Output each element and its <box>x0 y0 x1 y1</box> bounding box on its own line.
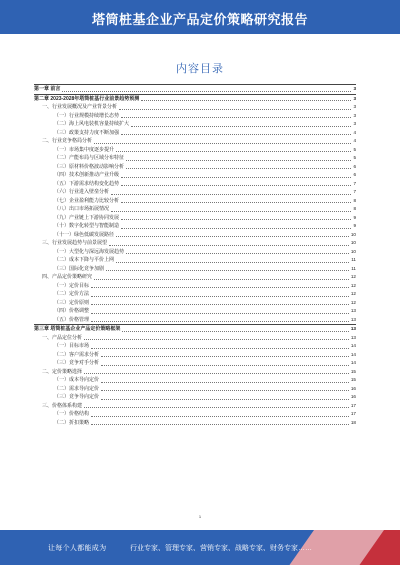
footer-bar <box>0 530 400 565</box>
toc-entry-text: （一）价格结构 <box>54 411 90 417</box>
toc-entry[interactable] <box>34 419 356 428</box>
toc-leader-dots <box>101 365 349 366</box>
toc-entry-text: 二、定价策略选择 <box>42 368 83 375</box>
toc-entry[interactable] <box>34 222 356 231</box>
toc-entry-text: （五）下游需求结构变化趋势 <box>54 180 120 187</box>
toc-entry-page: 12 <box>350 291 356 296</box>
toc-entry-text: （四）价格调整 <box>54 308 90 314</box>
toc-entry[interactable] <box>34 129 356 138</box>
table-of-contents <box>34 84 356 510</box>
toc-entry-page: 12 <box>350 299 356 305</box>
toc-entry-page: 6 <box>353 172 356 177</box>
toc-entry[interactable] <box>34 368 356 377</box>
toc-leader-dots <box>121 117 351 118</box>
toc-leader-dots <box>122 331 348 332</box>
toc-leader-dots <box>109 245 349 246</box>
toc-leader-dots <box>94 279 349 280</box>
toc-entry-text: （十一）绿色低碳发展路径 <box>54 231 115 238</box>
toc-entry-text: （九）产业链上下游协同发展 <box>54 214 120 221</box>
toc-entry-text: 三、行业发展趋势与前景展望 <box>42 240 108 246</box>
toc-entry-page: 14 <box>350 351 356 357</box>
toc-leader-dots <box>121 177 351 178</box>
toc-leader-dots <box>111 211 351 212</box>
toc-entry-text: （三）竞争对手分析 <box>54 360 100 366</box>
toc-leader-dots <box>101 356 349 357</box>
toc-leader-dots <box>84 407 349 408</box>
toc-entry-text: （一）定价目标 <box>54 282 90 289</box>
toc-entry-page: 13 <box>350 316 356 322</box>
toc-entry-text: （四）技术创新推动产业升级 <box>54 172 120 178</box>
toc-leader-dots <box>126 168 351 169</box>
toc-entry-page: 12 <box>350 274 356 279</box>
toc-entry-text: 二、行业竞争格局分析 <box>42 138 93 144</box>
toc-entry-text: 一、行业发展概况及产业背景分析 <box>42 104 118 110</box>
toc-entry-page: 12 <box>350 282 356 288</box>
toc-entry-page: 7 <box>353 180 356 186</box>
toc-leader-dots <box>84 373 349 374</box>
toc-entry-text: （一）市场集中度逐步提升 <box>54 146 115 153</box>
toc-entry-page: 7 <box>353 189 356 194</box>
footer-tags: 行业专家、管理专家、营销专家、战略专家、财务专家…… <box>130 545 312 552</box>
toc-entry[interactable] <box>34 180 356 189</box>
toc-entry[interactable] <box>34 146 356 155</box>
toc-chapter-entry[interactable] <box>34 94 356 104</box>
toc-entry-page: 4 <box>353 129 356 135</box>
toc-entry-page: 3 <box>353 86 356 91</box>
report-header-bar <box>0 0 400 34</box>
toc-entry[interactable] <box>34 290 356 299</box>
toc-entry-text: （七）企业盈利能力比较分析 <box>54 197 120 204</box>
toc-entry-text: （十）数字化转型与智能制造 <box>54 223 120 229</box>
toc-entry-page: 10 <box>350 231 356 237</box>
toc-entry-page: 9 <box>353 214 356 220</box>
toc-entry-page: 8 <box>353 206 356 211</box>
toc-entry-text: 一、产品定位分析 <box>42 334 83 341</box>
toc-entry-page: 15 <box>350 368 356 374</box>
toc-leader-dots <box>106 270 349 271</box>
toc-entry-text: （一）行业规模持续增长态势 <box>54 112 120 119</box>
toc-leader-dots <box>91 348 349 349</box>
toc-entry[interactable] <box>34 393 356 402</box>
toc-entry-text: 第一章 前言 <box>34 86 61 92</box>
toc-chapter-entry[interactable] <box>34 84 356 94</box>
toc-entry[interactable] <box>34 137 356 146</box>
toc-entry-text: 第三章 塔筒桩基企业产品定价策略框架 <box>34 326 121 332</box>
toc-entry-text: （二）海上风电装机容量持续扩大 <box>54 121 130 127</box>
toc-entry[interactable] <box>34 376 356 385</box>
toc-entry-page: 13 <box>350 308 356 313</box>
toc-entry-page: 5 <box>353 146 356 152</box>
toc-entry[interactable] <box>34 342 356 351</box>
toc-entry-text: （三）国际化竞争加剧 <box>54 265 105 272</box>
toc-entry-page: 11 <box>351 257 356 262</box>
toc-entry[interactable] <box>34 282 356 291</box>
toc-entry-page: 18 <box>350 419 356 425</box>
toc-entry[interactable] <box>34 273 356 282</box>
toc-entry[interactable] <box>34 299 356 308</box>
toc-entry-page: 14 <box>350 343 356 348</box>
toc-entry-page: 14 <box>350 360 356 365</box>
toc-entry-text: （三）原材料价格波动影响分析 <box>54 163 125 170</box>
toc-entry[interactable] <box>34 205 356 214</box>
toc-entry-text: （二）客户需求分析 <box>54 351 100 358</box>
toc-entry-text: （六）行业进入壁垒分析 <box>54 189 110 195</box>
toc-leader-dots <box>116 236 349 237</box>
toc-leader-dots <box>119 109 351 110</box>
toc-entry-page: 17 <box>350 402 356 408</box>
toc-entry-text: （二）成本下降与平价上网 <box>54 257 115 263</box>
toc-entry-page: 16 <box>350 385 356 391</box>
toc-entry[interactable] <box>34 188 356 197</box>
page-number: 1 <box>198 514 202 519</box>
toc-title: 内容目录 <box>176 63 224 75</box>
toc-leader-dots <box>91 304 349 305</box>
toc-leader-dots <box>116 262 349 263</box>
toc-entry-page: 13 <box>350 334 356 340</box>
toc-entry[interactable] <box>34 265 356 274</box>
toc-entry[interactable] <box>34 316 356 325</box>
toc-entry-page: 10 <box>350 248 356 254</box>
toc-entry-page: 11 <box>351 265 356 271</box>
toc-leader-dots <box>91 321 349 322</box>
toc-leader-dots <box>121 228 351 229</box>
report-title: 塔筒桩基企业产品定价策略研究报告 <box>91 12 308 27</box>
toc-entry[interactable] <box>34 256 356 265</box>
toc-entry[interactable] <box>34 239 356 248</box>
toc-leader-dots <box>121 219 351 220</box>
toc-entry-text: 三、价格体系构建 <box>42 402 83 409</box>
toc-leader-dots <box>101 382 349 383</box>
toc-entry-page: 17 <box>350 411 356 416</box>
toc-entry[interactable] <box>34 120 356 129</box>
toc-entry-page: 9 <box>353 223 356 228</box>
toc-entry[interactable] <box>34 334 356 343</box>
toc-entry-page: 4 <box>353 138 356 143</box>
toc-entry[interactable] <box>34 351 356 360</box>
toc-leader-dots <box>62 91 351 92</box>
toc-leader-dots <box>91 424 349 425</box>
toc-entry[interactable] <box>34 154 356 163</box>
toc-entry-text: （三）定价原则 <box>54 299 90 306</box>
toc-entry-text: （八）出口市场拓展情况 <box>54 206 110 212</box>
toc-entry[interactable] <box>34 359 356 368</box>
toc-entry-text: （五）价格管理 <box>54 316 90 323</box>
toc-entry-page: 3 <box>353 95 356 101</box>
toc-entry[interactable] <box>34 171 356 180</box>
toc-entry-page: 15 <box>350 377 356 382</box>
toc-entry[interactable] <box>34 231 356 240</box>
toc-entry-text: 四、产品定价策略研究 <box>42 274 93 280</box>
toc-leader-dots <box>116 151 351 152</box>
toc-leader-dots <box>84 339 349 340</box>
toc-leader-dots <box>101 399 349 400</box>
toc-entry-page: 6 <box>353 163 356 169</box>
toc-leader-dots <box>121 202 351 203</box>
toc-chapter-entry[interactable] <box>34 324 356 334</box>
toc-entry-text: （二）折扣策略 <box>54 419 90 426</box>
toc-entry-text: （一）目标市场 <box>54 343 90 349</box>
toc-entry-text: （二）产能布局与区域分布特征 <box>54 155 125 161</box>
toc-leader-dots <box>126 253 349 254</box>
toc-entry[interactable] <box>34 214 356 223</box>
toc-entry-text: （一）大型化与深远海发展趋势 <box>54 248 125 255</box>
toc-entry-page: 16 <box>350 394 356 399</box>
toc-entry-page: 10 <box>350 240 356 245</box>
toc-entry-text: （一）成本导向定价 <box>54 377 100 383</box>
toc-entry-page: 3 <box>353 112 356 118</box>
toc-entry-text: （三）政策支持力度不断加强 <box>54 129 120 136</box>
toc-leader-dots <box>121 134 351 135</box>
toc-entry-text: （二）需求导向定价 <box>54 385 100 392</box>
toc-entry-page: 3 <box>353 121 356 126</box>
toc-entry-text: （三）竞争导向定价 <box>54 394 100 400</box>
toc-leader-dots <box>94 143 351 144</box>
toc-entry[interactable] <box>34 248 356 257</box>
toc-entry-page: 5 <box>353 155 356 160</box>
toc-entry[interactable] <box>34 385 356 394</box>
toc-entry-page: 13 <box>350 326 356 331</box>
toc-entry[interactable] <box>34 103 356 112</box>
toc-leader-dots <box>111 194 351 195</box>
toc-entry[interactable] <box>34 163 356 172</box>
toc-leader-dots <box>141 100 351 101</box>
toc-leader-dots <box>121 185 351 186</box>
toc-leader-dots <box>101 390 349 391</box>
toc-entry[interactable] <box>34 410 356 419</box>
toc-leader-dots <box>91 416 349 417</box>
toc-entry[interactable] <box>34 197 356 206</box>
toc-entry[interactable] <box>34 402 356 411</box>
toc-entry-page: 8 <box>353 197 356 203</box>
toc-entry-page: 3 <box>353 104 356 109</box>
toc-entry-text: （二）定价方法 <box>54 291 90 297</box>
toc-entry[interactable] <box>34 112 356 121</box>
toc-leader-dots <box>91 313 349 314</box>
toc-entry-text: 第二章 2023-2028年塔筒桩基行业前景趋势预测 <box>34 95 140 102</box>
toc-leader-dots <box>91 287 349 288</box>
toc-leader-dots <box>91 296 349 297</box>
toc-leader-dots <box>126 160 351 161</box>
footer-slogan: 让每个人都能成为 <box>48 545 107 552</box>
toc-entry[interactable] <box>34 307 356 316</box>
toc-leader-dots <box>131 126 351 127</box>
